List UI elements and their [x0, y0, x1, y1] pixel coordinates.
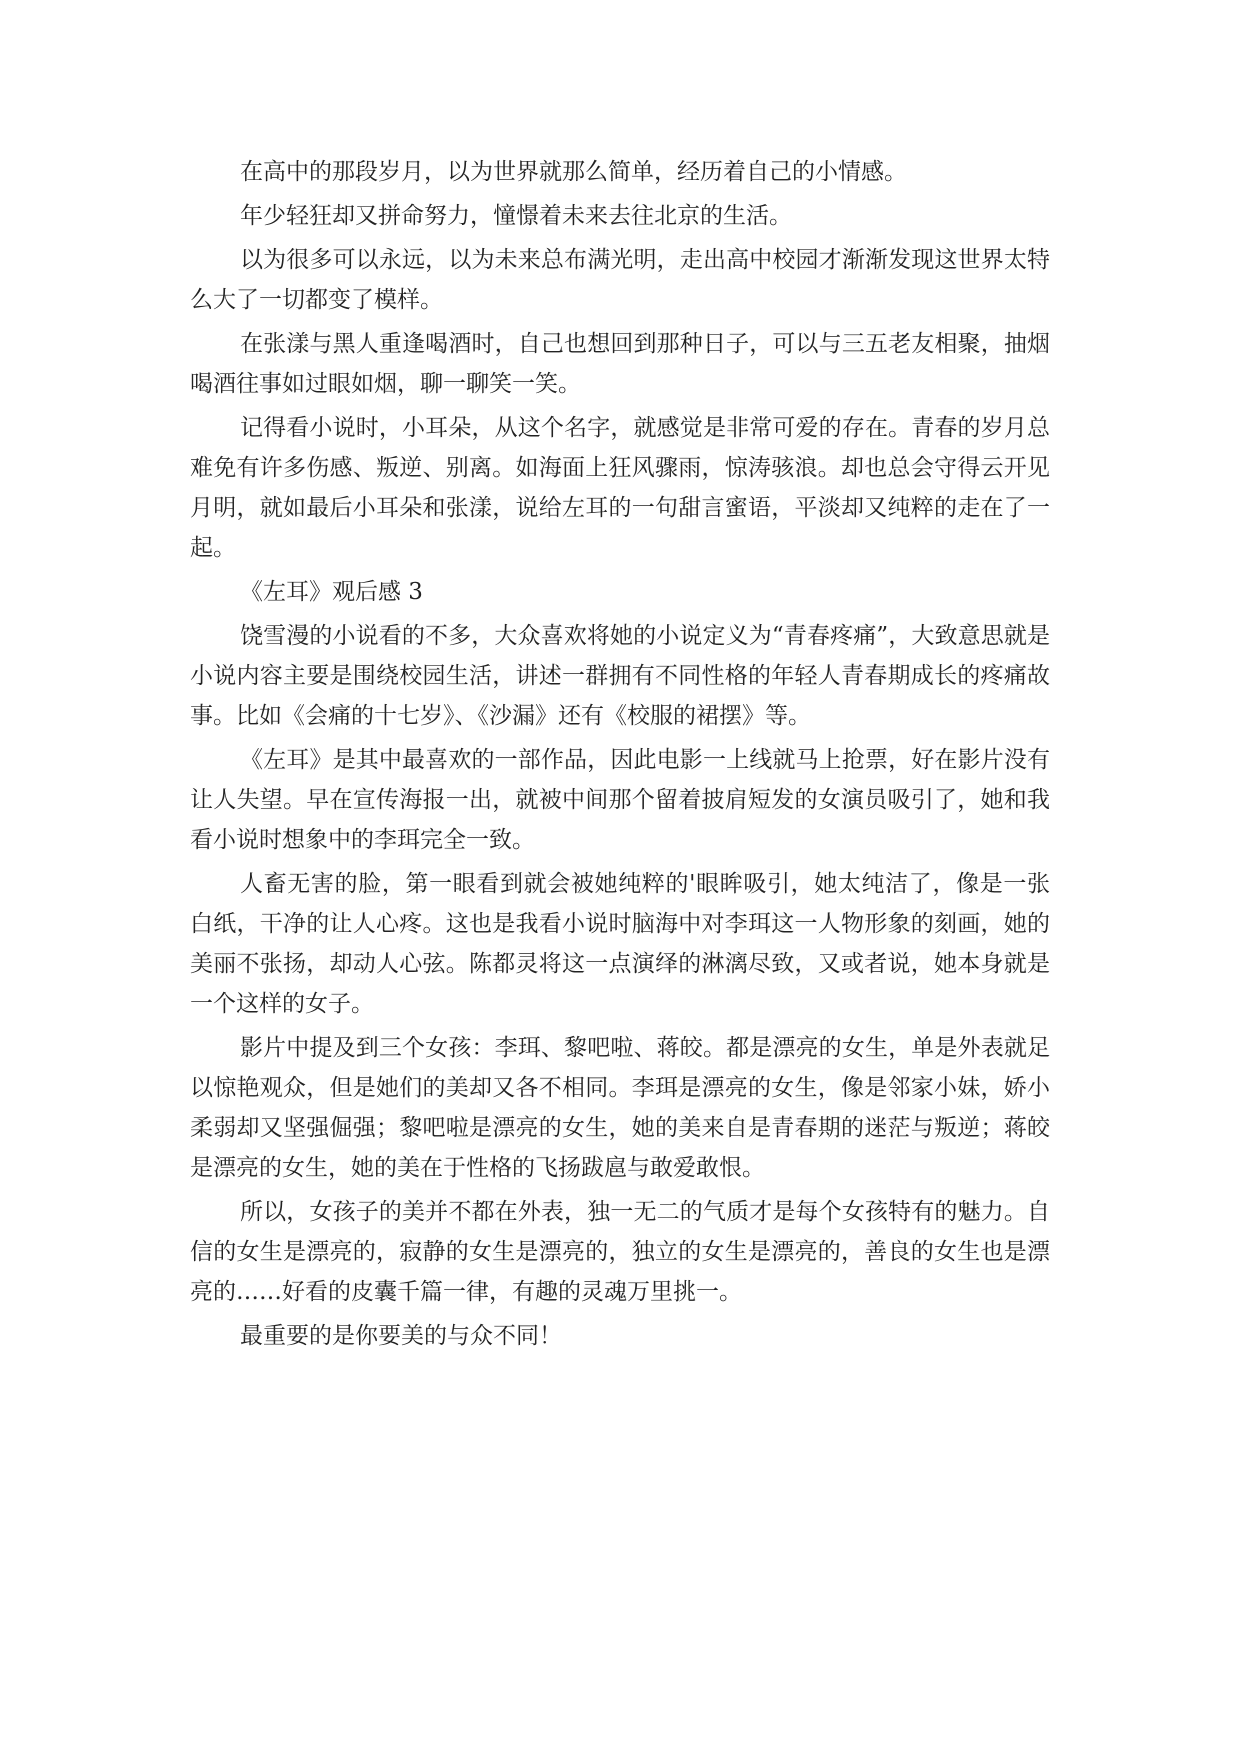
paragraph: 以为很多可以永远，以为未来总布满光明，走出高中校园才渐渐发现这世界太特么大了一切都变了模样。: [190, 247, 1050, 313]
paragraph: 年少轻狂却又拼命努力，憧憬着未来去往北京的生活。: [240, 203, 792, 229]
paragraph: 人畜无害的脸，第一眼看到就会被她纯粹的'眼眸吸引，她太纯洁了，像是一张白纸，干净的让人心疼。这也是我看小说时脑海中对李珥这一人物形象的刻画，她的美丽不张扬，却动人心弦。陈都灵将这一点演绎的淋漓尽致，又或者说，她本身就是一个这样的女子。: [190, 871, 1050, 1017]
paragraph: 影片中提及到三个女孩：李珥、黎吧啦、蒋皎。都是漂亮的女生，单是外表就足以惊艳观众，但是她们的美却又各不相同。李珥是漂亮的女生，像是邻家小妹，娇小柔弱却又坚强倔强；黎吧啦是漂亮的女生，她的美来自是青春期的迷茫与叛逆；蒋皎是漂亮的女生，她的美在于性格的飞扬跋扈与敢爱敢恨。: [190, 1035, 1050, 1181]
paragraph: 最重要的是你要美的与众不同！: [240, 1323, 562, 1349]
paragraph: 在张漾与黑人重逢喝酒时，自己也想回到那种日子，可以与三五老友相聚，抽烟喝酒往事如过眼如烟，聊一聊笑一笑。: [190, 331, 1050, 397]
paragraph: 饶雪漫的小说看的不多，大众喜欢将她的小说定义为“青春疼痛”，大致意思就是小说内容主要是围绕校园生活，讲述一群拥有不同性格的年轻人青春期成长的疼痛故事。比如《会痛的十七岁》、《沙漏》还有《校服的裙摆》等。: [190, 623, 1050, 729]
paragraph: 在高中的那段岁月，以为世界就那么简单，经历着自己的小情感。: [240, 159, 907, 185]
paragraph: 记得看小说时，小耳朵，从这个名字，就感觉是非常可爱的存在。青春的岁月总难免有许多伤感、叛逆、别离。如海面上狂风骤雨，惊涛骇浪。却也总会守得云开见月明，就如最后小耳朵和张漾，说给左耳的一句甜言蜜语，平淡却又纯粹的走在了一起。: [190, 415, 1050, 561]
paragraph: 所以，女孩子的美并不都在外表，独一无二的气质才是每个女孩特有的魅力。自信的女生是漂亮的，寂静的女生是漂亮的，独立的女生是漂亮的，善良的女生也是漂亮的……好看的皮囊千篇一律，有趣的灵魂万里挑一。: [190, 1199, 1050, 1305]
section-heading: 《左耳》观后感 3: [240, 579, 423, 605]
document-body: [190, 152, 1050, 1360]
paragraph: 《左耳》是其中最喜欢的一部作品，因此电影一上线就马上抢票，好在影片没有让人失望。早在宣传海报一出，就被中间那个留着披肩短发的女演员吸引了，她和我看小说时想象中的李珥完全一致。: [190, 747, 1050, 853]
